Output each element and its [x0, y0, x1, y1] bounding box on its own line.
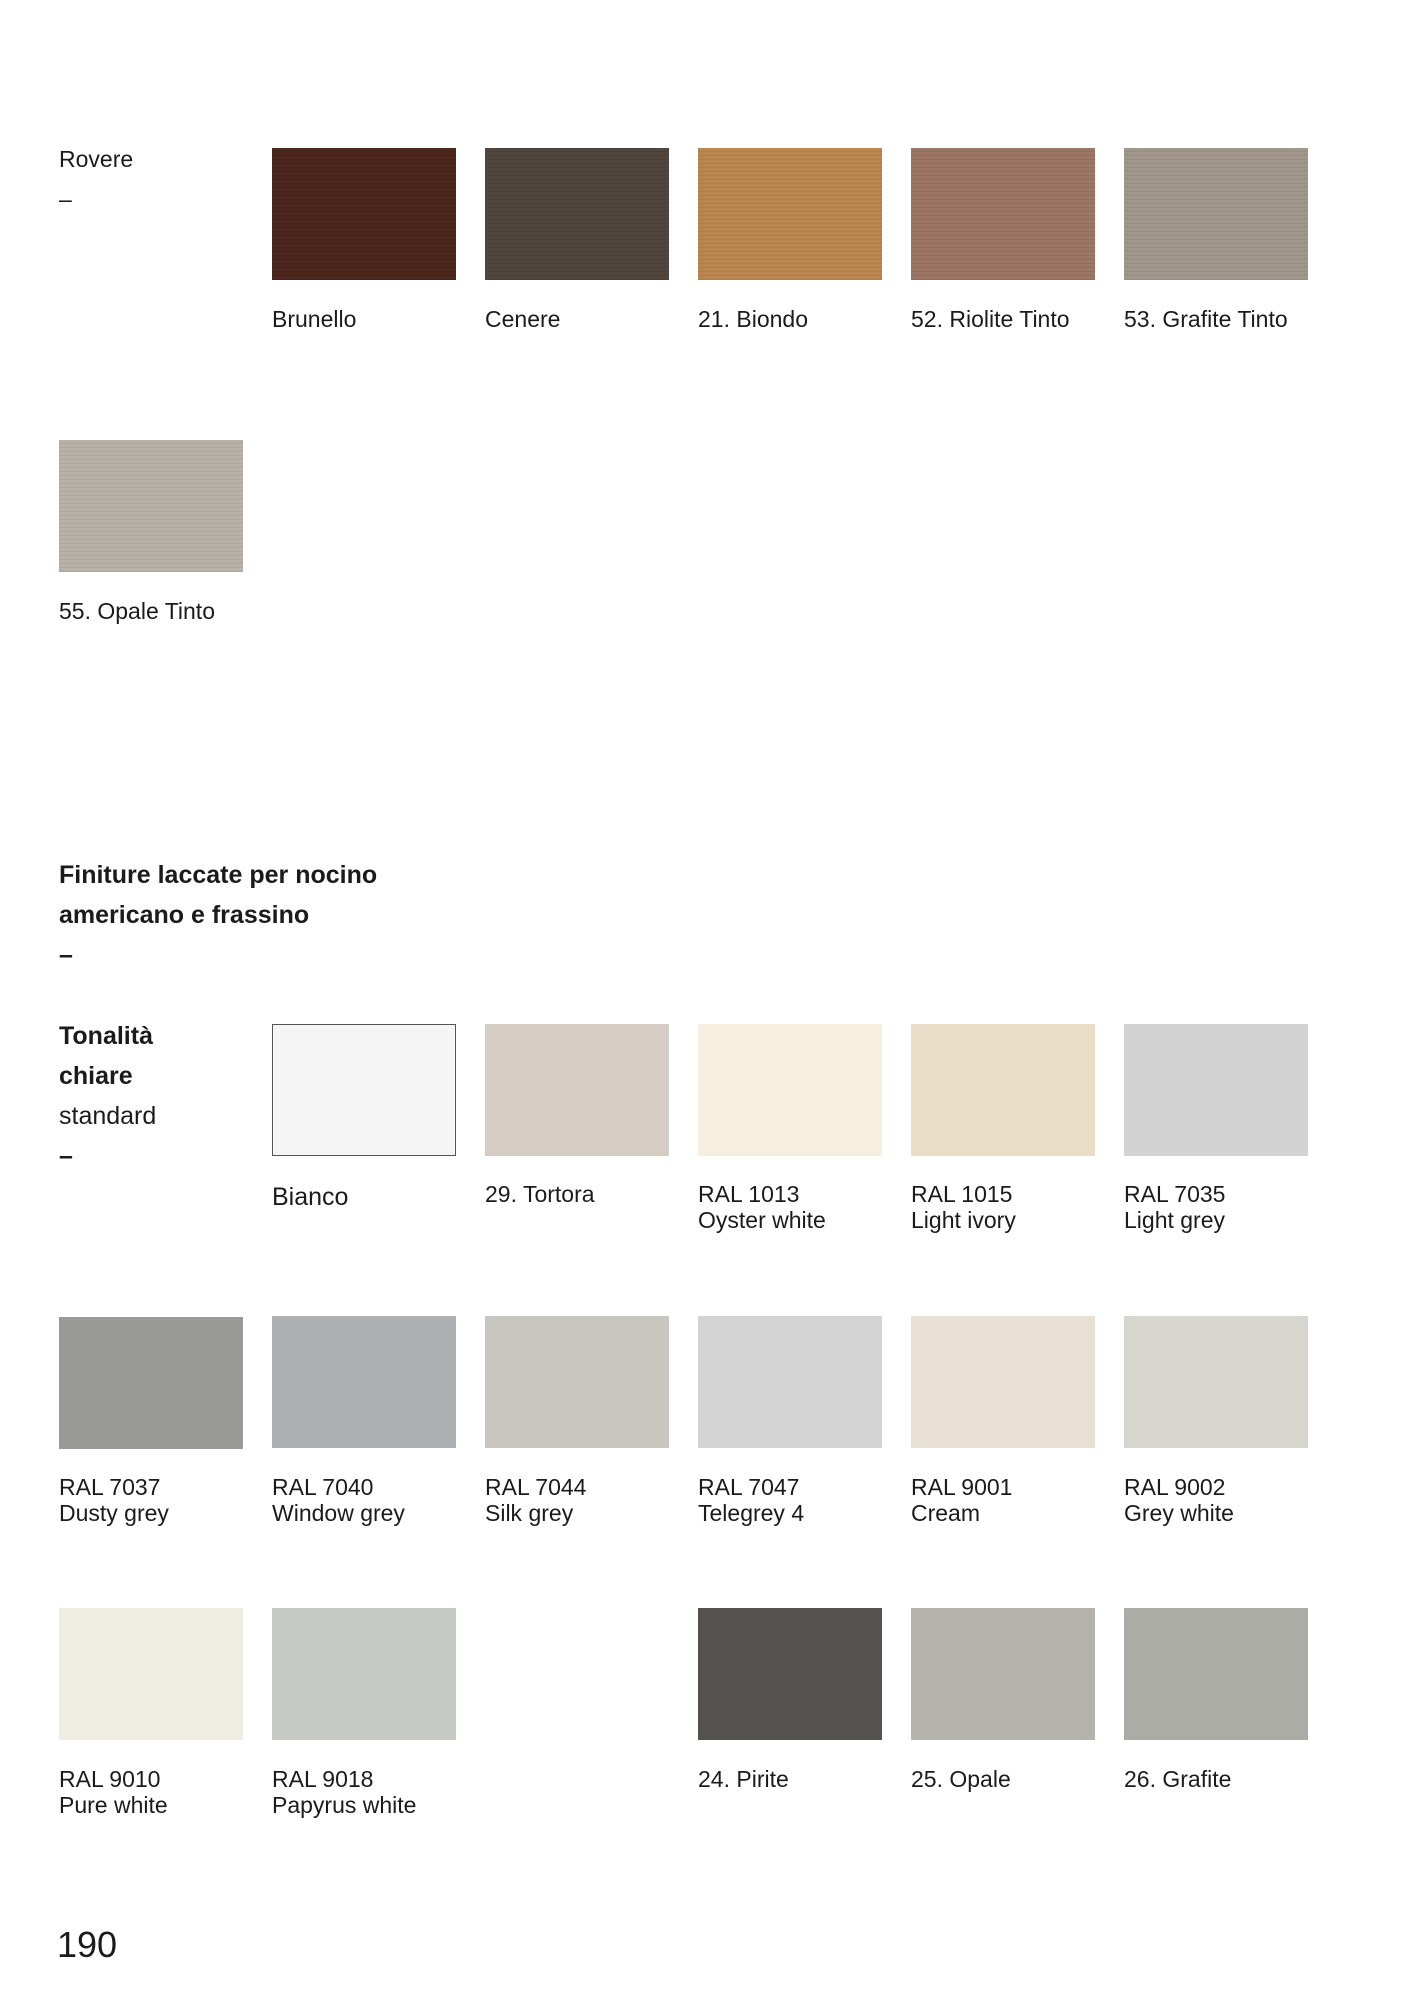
swatch-label-line2: Light ivory [911, 1207, 1016, 1233]
swatch-label [911, 1766, 1111, 1792]
swatch-tortora [485, 1024, 669, 1156]
swatch-label [698, 1474, 898, 1526]
subsection-line1: Tonalità [59, 1022, 153, 1050]
swatch-label [272, 1766, 472, 1818]
swatch-label: 53. Grafite Tinto [1124, 306, 1288, 332]
swatch-label: 55. Opale Tinto [59, 598, 215, 624]
swatch-label-line1: RAL 7047 [698, 1474, 800, 1500]
swatch-ral-7035 [1124, 1024, 1308, 1156]
swatch-grafite [1124, 1608, 1308, 1740]
swatch-ral-7044 [485, 1316, 669, 1448]
swatch-label [59, 1474, 259, 1526]
swatch-label-line1: 26. Grafite [1124, 1766, 1232, 1792]
swatch-ral-9018 [272, 1608, 456, 1740]
swatch-ral-7037 [59, 1317, 243, 1449]
swatch-label: Brunello [272, 306, 357, 332]
swatch-label: 52. Riolite Tinto [911, 306, 1070, 332]
swatch-label-line2: Silk grey [485, 1500, 574, 1526]
swatch-grafite-tinto [1124, 148, 1308, 280]
swatch-ral-1015 [911, 1024, 1095, 1156]
swatch-label-line2: Cream [911, 1500, 981, 1526]
swatch-riolite-tinto [911, 148, 1095, 280]
swatch-label [485, 1474, 685, 1526]
swatch-label-line1: Bianco [272, 1183, 349, 1211]
subsection-title [59, 1016, 156, 1176]
swatch-label-line1: RAL 9010 [59, 1766, 161, 1792]
swatch-bianco [272, 1024, 456, 1156]
section-title-line1: Finiture laccate per nocino [59, 861, 378, 889]
swatch-label-line1: RAL 1013 [698, 1181, 800, 1207]
swatch-label [911, 1181, 1111, 1233]
swatch-label-line1: RAL 9001 [911, 1474, 1013, 1500]
swatch-label-line1: 25. Opale [911, 1766, 1011, 1792]
swatch-label [911, 1474, 1111, 1526]
swatch-ral-9002 [1124, 1316, 1308, 1448]
swatch-label [272, 1474, 472, 1526]
section-title-dash: – [59, 941, 73, 969]
swatch-brunello [272, 148, 456, 280]
swatch-label-line2: Grey white [1124, 1500, 1234, 1526]
swatch-label-line2: Dusty grey [59, 1500, 169, 1526]
swatch-ral-7047 [698, 1316, 882, 1448]
swatch-label-line2: Pure white [59, 1792, 168, 1818]
swatch-label-line2: Telegrey 4 [698, 1500, 805, 1526]
swatch-label-line1: RAL 7040 [272, 1474, 374, 1500]
rovere-dash: – [59, 186, 72, 212]
page-number: 190 [57, 1924, 118, 1965]
swatch-pirite [698, 1608, 882, 1740]
rovere-title: Rovere [59, 146, 134, 172]
swatch-ral-7040 [272, 1316, 456, 1448]
swatch-ral-9001 [911, 1316, 1095, 1448]
subsection-line2: chiare [59, 1062, 133, 1090]
swatch-ral-9010 [59, 1608, 243, 1740]
swatch-biondo [698, 148, 882, 280]
subsection-dash: – [59, 1142, 73, 1170]
swatch-label [59, 1766, 259, 1818]
swatch-label [1124, 1474, 1324, 1526]
swatch-label-line1: 24. Pirite [698, 1766, 789, 1792]
swatch-label [698, 1181, 898, 1233]
swatch-label-line1: RAL 7037 [59, 1474, 161, 1500]
swatch-opale-tinto [59, 440, 243, 572]
swatch-label-line2: Window grey [272, 1500, 405, 1526]
swatch-label [272, 1184, 472, 1210]
section-title-line2: americano e frassino [59, 901, 310, 929]
swatch-label-line2: Light grey [1124, 1207, 1226, 1233]
swatch-label [1124, 1181, 1324, 1233]
swatch-cenere [485, 148, 669, 280]
swatch-label: Cenere [485, 306, 561, 332]
swatch-opale [911, 1608, 1095, 1740]
section-title [59, 855, 377, 975]
swatch-label-line1: RAL 9018 [272, 1766, 374, 1792]
swatch-label-line2: Papyrus white [272, 1792, 417, 1818]
swatch-ral-1013 [698, 1024, 882, 1156]
subsection-line3: standard [59, 1102, 157, 1130]
swatch-label-line1: RAL 1015 [911, 1181, 1013, 1207]
swatch-label [485, 1181, 685, 1207]
swatch-label-line1: RAL 7044 [485, 1474, 587, 1500]
swatch-label: 21. Biondo [698, 306, 808, 332]
swatch-label [1124, 1766, 1324, 1792]
swatch-label [698, 1766, 898, 1792]
swatch-label-line1: RAL 7035 [1124, 1181, 1226, 1207]
swatch-label-line1: RAL 9002 [1124, 1474, 1226, 1500]
swatch-label-line1: 29. Tortora [485, 1181, 595, 1207]
swatch-label-line2: Oyster white [698, 1207, 826, 1233]
